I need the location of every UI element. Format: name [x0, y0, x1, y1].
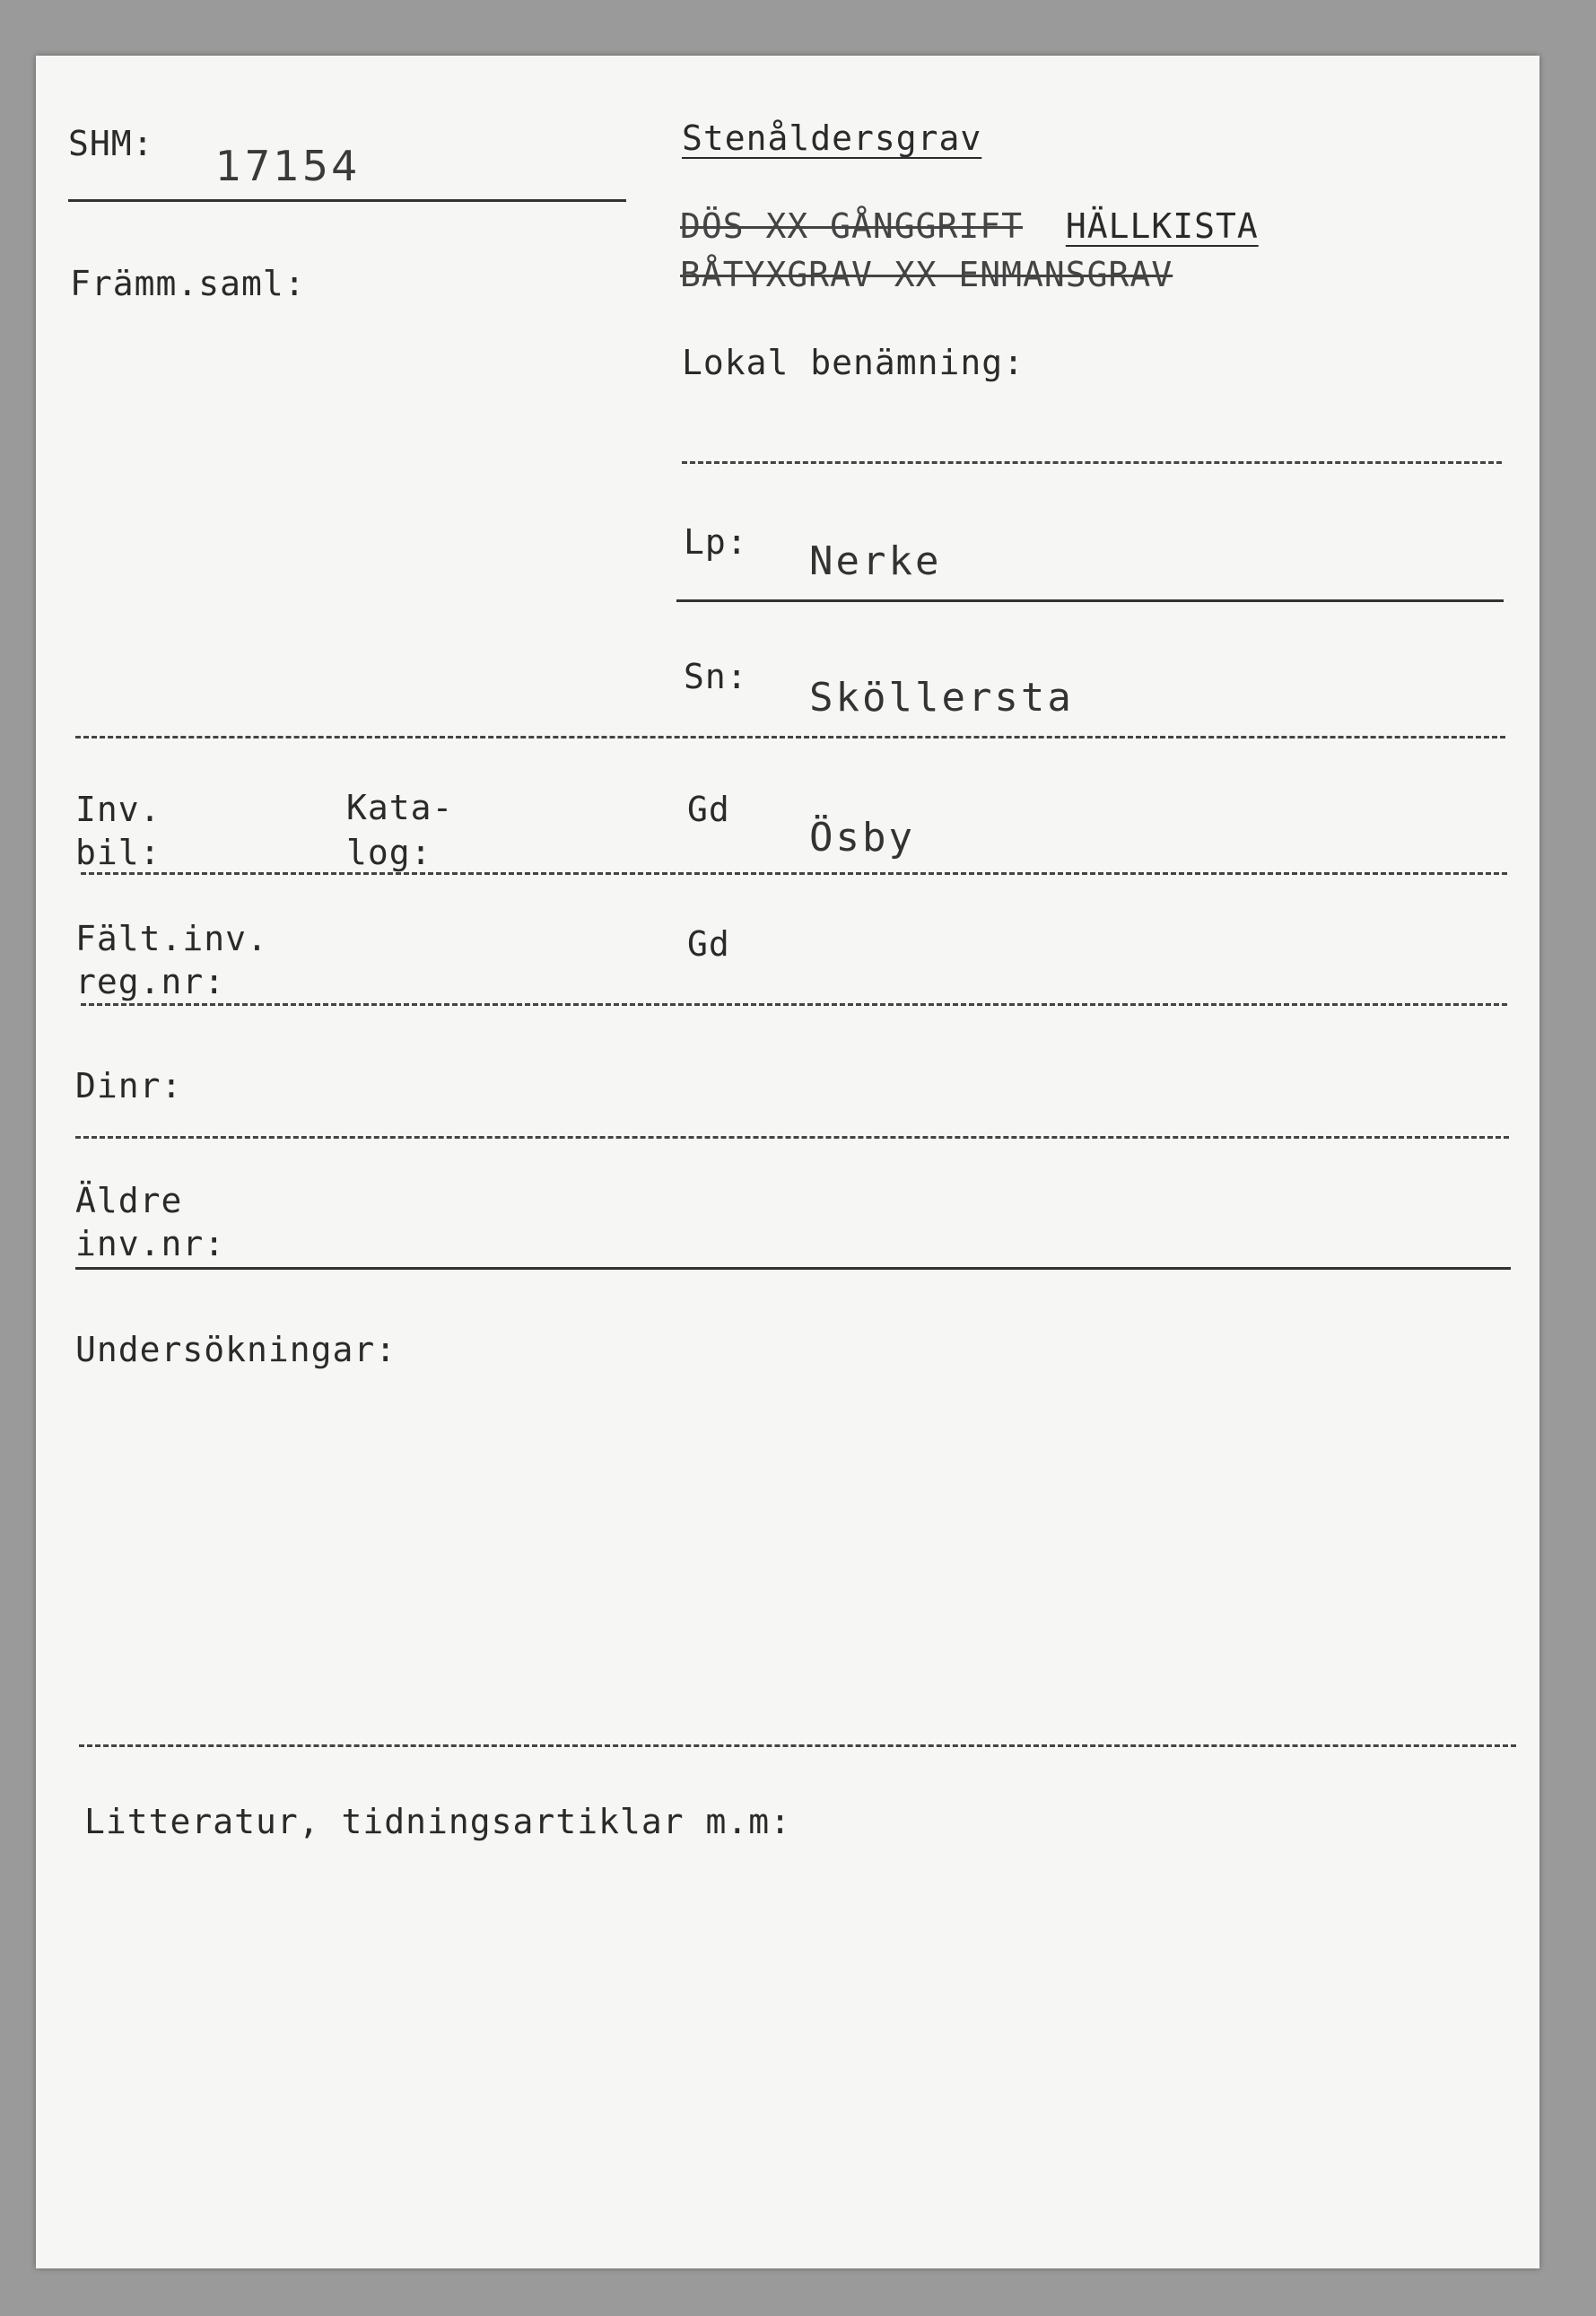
inv-divider — [81, 872, 1507, 875]
lp-divider — [676, 599, 1504, 602]
katalog-label-line-1: Kata- — [346, 788, 454, 827]
undersokningar-label: Undersökningar: — [75, 1330, 397, 1369]
lp-value: Nerke — [809, 538, 942, 584]
falt-inv-label-line-1: Fält.inv. — [75, 919, 268, 958]
gd-value-1: Ösby — [809, 815, 915, 861]
falt-inv-label-line-2: reg.nr: — [75, 962, 226, 1001]
lokal-divider — [682, 461, 1502, 464]
gd-label-2: Gd — [687, 924, 730, 964]
struck-types-row-1: DÖS XX GÅNGGRIFT — [680, 206, 1024, 246]
gd-label-1: Gd — [687, 790, 730, 829]
selected-type: HÄLLKISTA — [1065, 206, 1259, 246]
shm-label: SHM: — [68, 124, 154, 163]
grave-types-row-1 — [680, 206, 1259, 246]
sn-value: Sköllersta — [809, 675, 1074, 721]
aldre-label-line-1: Äldre — [75, 1181, 183, 1220]
catalog-card — [36, 56, 1539, 2268]
fromm-saml-label: Främm.saml: — [70, 264, 306, 303]
undersokningar-divider — [79, 1744, 1516, 1747]
falt-divider — [81, 1003, 1507, 1006]
struck-types-row-2: BÅTYXGRAV XX ENMANSGRAV — [680, 255, 1173, 294]
katalog-label-line-2: log: — [346, 833, 432, 872]
aldre-label-line-2: inv.nr: — [75, 1224, 226, 1263]
sn-divider — [75, 736, 1505, 738]
grave-types-row-2 — [680, 255, 1173, 294]
shm-divider — [68, 199, 626, 202]
litteratur-label: Litteratur, tidningsartiklar m.m: — [84, 1802, 791, 1841]
shm-number: 17154 — [215, 142, 361, 190]
dinr-label: Dinr: — [75, 1066, 183, 1106]
inv-label-line-2: bil: — [75, 833, 161, 872]
sn-label: Sn: — [684, 657, 748, 696]
lokal-benamning-label: Lokal benämning: — [682, 343, 1025, 382]
category-title: Stenåldersgrav — [682, 118, 982, 158]
inv-label-line-1: Inv. — [75, 790, 161, 829]
dinr-divider — [75, 1136, 1509, 1139]
aldre-divider — [75, 1267, 1511, 1270]
lp-label: Lp: — [684, 522, 748, 562]
